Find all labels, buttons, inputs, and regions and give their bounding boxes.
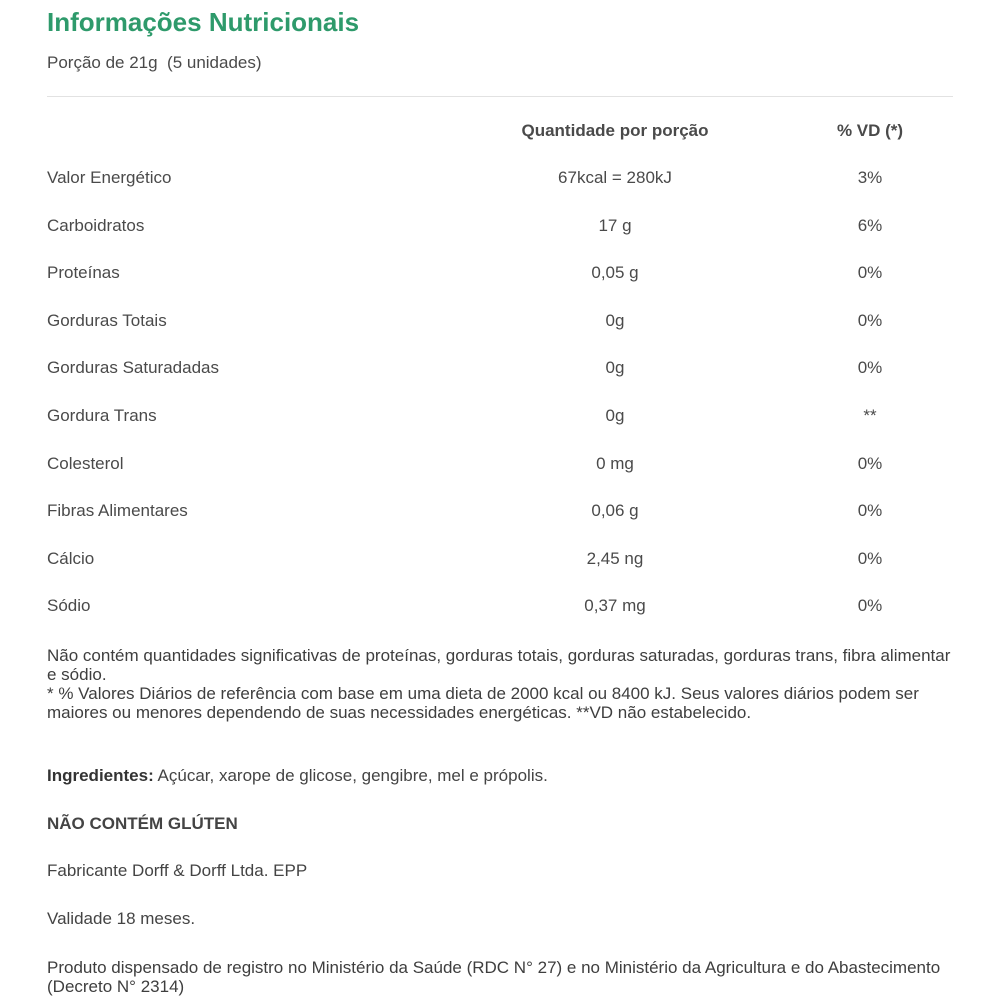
portion-size: Porção de 21g (5 unidades) [47,53,262,72]
registry-notice: Produto dispensado de registro no Ministério da Saúde (RDC N° 27) e no Ministério da Agricultura e do Abastecimento (Decreto N° 2314) [47,958,941,996]
divider [47,96,953,97]
column-header-quantity: Quantidade por porção [521,121,709,140]
nutrient-name: Valor Energético [47,168,172,187]
nutrient-quantity: 0g [605,358,625,378]
table-row [0,393,1000,441]
nutrient-quantity: 17 g [598,215,632,235]
nutrient-name: Gorduras Totais [47,310,167,330]
table-row [0,155,1000,203]
nutrient-name: Gorduras Saturadadas [47,358,219,378]
nutrient-vd: 0% [857,548,883,568]
ingredients [47,765,967,787]
nutrient-name: Gordura Trans [47,405,157,425]
nutrient-name: Sódio [47,596,91,616]
nutrient-quantity: 0g [605,405,625,425]
nutrient-quantity: 2,45 ng [586,548,644,568]
nutrient-name: Fibras Alimentares [47,501,188,521]
nutrient-vd: 6% [857,215,883,235]
ingredients-text: Açúcar, xarope de glicose, gengibre, mel e própolis. [153,766,548,785]
page-title: Informações Nutricionais [47,7,360,37]
nutrient-vd: 0% [857,263,883,283]
nutrient-name: Carboidratos [47,215,145,235]
column-header-vd: % VD (*) [836,121,904,140]
nutrient-vd: ** [863,405,877,425]
not-significant-note: Não contém quantidades significativas de proteínas, gorduras totais, gorduras saturadas, gorduras trans, fibra alimentar e sódio. [47,646,951,684]
daily-values-note: * % Valores Diários de referência com base em uma dieta de 2000 kcal ou 8400 kJ. Seus valores diários podem ser maiores ou menores dependendo de suas necessidades energéticas. **VD não estabelecido. [47,684,919,722]
ingredients-label: Ingredientes: [47,766,154,785]
nutrient-quantity: 0,06 g [591,501,639,521]
nutrient-vd: 3% [857,168,883,187]
table-row [0,203,1000,251]
nutrient-vd: 0% [857,501,883,521]
table-row [0,488,1000,536]
nutrition-table [0,155,1000,631]
table-row [0,441,1000,489]
table-row [0,250,1000,298]
nutrient-vd: 0% [857,358,883,378]
nutrient-vd: 0% [857,453,883,473]
nutrient-vd: 0% [857,310,883,330]
table-row [0,583,1000,631]
nutrient-quantity: 67kcal = 280kJ [558,168,672,187]
footnotes [47,646,953,722]
manufacturer: Fabricante Dorff & Dorff Ltda. EPP [47,861,308,880]
nutrient-name: Proteínas [47,263,120,283]
nutrient-quantity: 0,05 g [591,263,639,283]
nutrient-vd: 0% [857,596,883,616]
nutrient-name: Colesterol [47,453,124,473]
table-row [0,536,1000,584]
nutrient-quantity: 0,37 mg [584,596,646,616]
gluten-notice: NÃO CONTÉM GLÚTEN [47,814,238,833]
table-row [0,345,1000,393]
nutrient-name: Cálcio [47,548,95,568]
nutrient-quantity: 0 mg [596,453,634,473]
validity: Validade 18 meses. [47,909,196,928]
nutrient-quantity: 0g [605,310,625,330]
table-row [0,298,1000,346]
